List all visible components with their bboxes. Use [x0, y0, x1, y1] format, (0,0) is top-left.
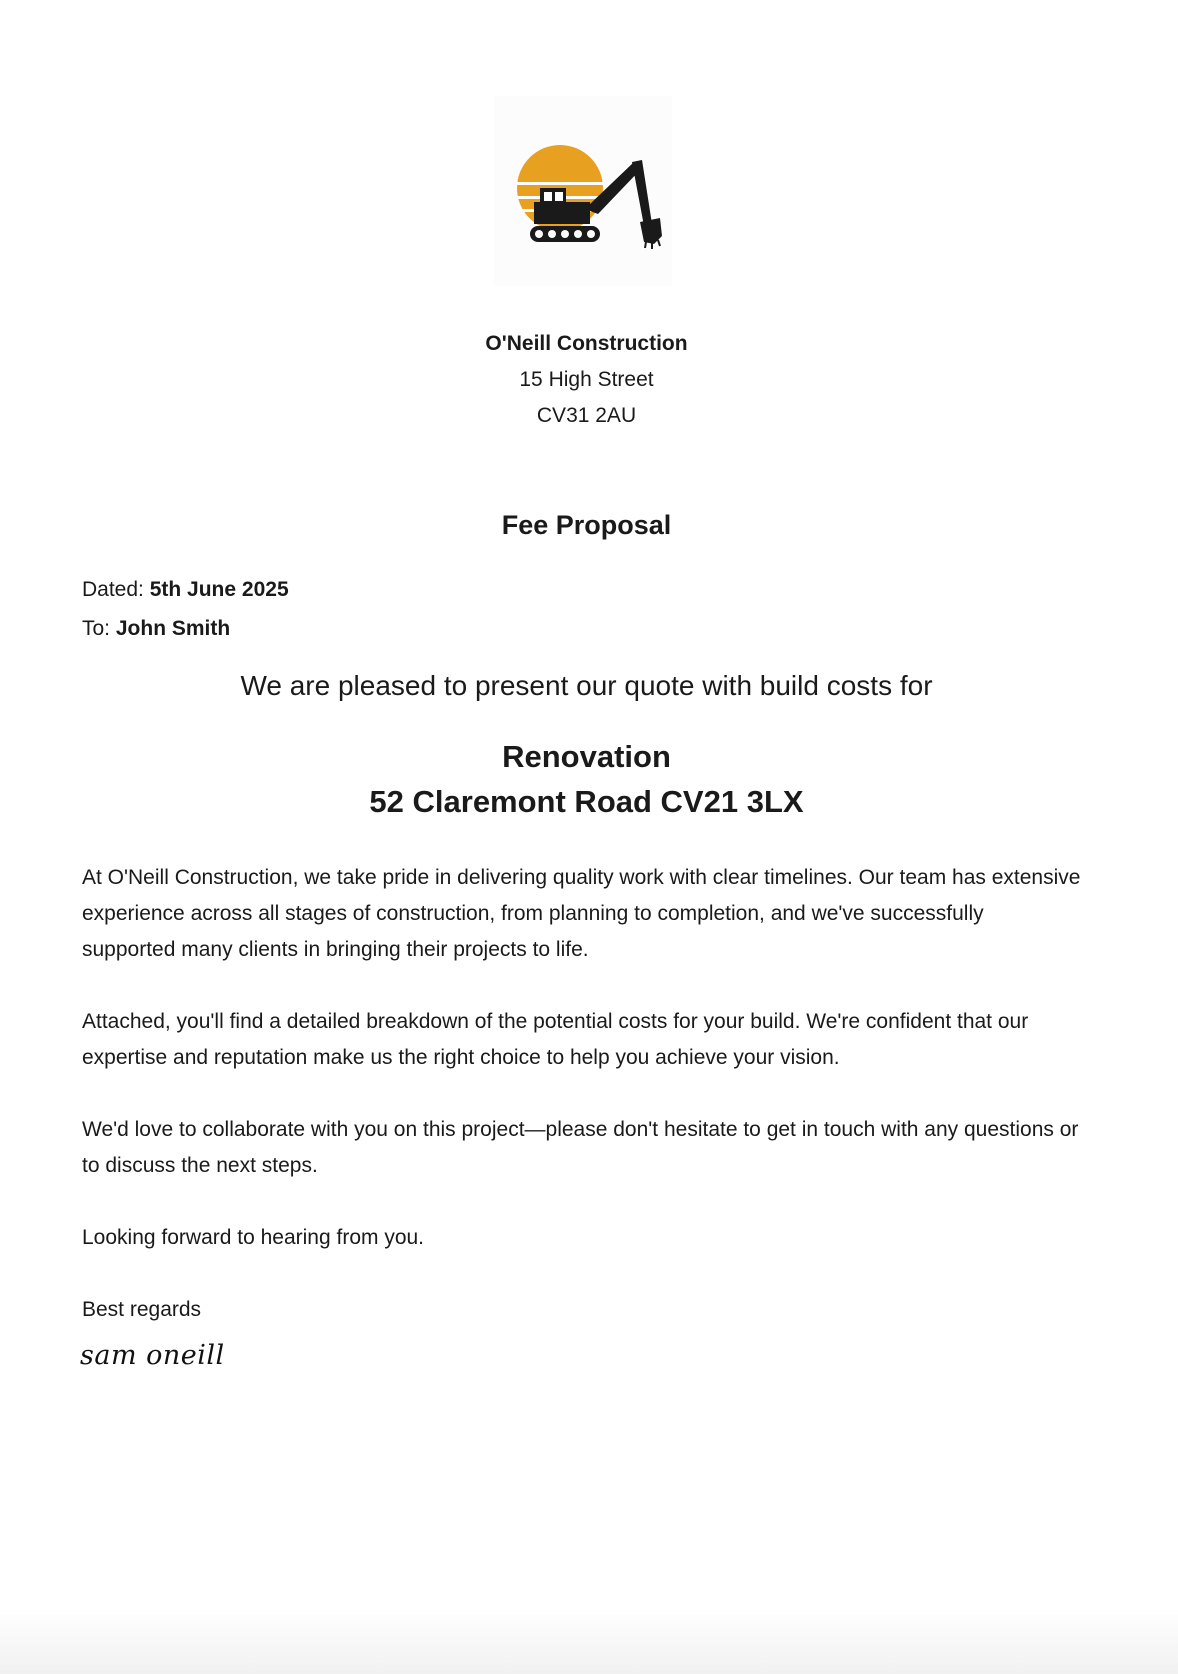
project-type: Renovation [502, 739, 671, 774]
company-name: O'Neill Construction [485, 332, 688, 355]
project-heading [0, 734, 1173, 824]
intro-line: We are pleased to present our quote with build costs for [240, 670, 933, 701]
company-logo [494, 96, 672, 286]
document-title: Fee Proposal [501, 510, 672, 540]
recipient-label: To: [82, 617, 111, 640]
dated-line [82, 570, 289, 609]
recipient-name: John Smith [115, 617, 231, 640]
company-address-line: 15 High Street [519, 368, 654, 391]
closing-line: Best regards [82, 1298, 202, 1321]
body-paragraph-3: We'd love to collaborate with you on this project—please don't hesitate to get in touch with any questions or to discuss the next steps. [82, 1118, 1079, 1177]
recipient-line [82, 609, 289, 648]
body-paragraph-2: Attached, you'll find a detailed breakdown of the potential costs for your build. We're confident that our expertise and reputation make us the right choice to help you achieve your vision. [82, 1010, 1029, 1069]
excavator-sun-logo-icon [494, 96, 672, 286]
dated-value: 5th June 2025 [149, 578, 289, 601]
dated-label: Dated: [82, 578, 144, 601]
signature: sam oneill [80, 1340, 225, 1371]
body-paragraph-4: Looking forward to hearing from you. [82, 1226, 425, 1249]
body-paragraph-1: At O'Neill Construction, we take pride in delivering quality work with clear timelines. Our team has extensive experience across all stages of construction, from planning to completion, and we've successfully supported many clients in bringing their projects to life. [82, 866, 1081, 961]
company-address-block [0, 326, 1173, 434]
letter-body [82, 860, 1082, 1364]
company-postcode: CV31 2AU [536, 404, 637, 427]
project-address: 52 Claremont Road CV21 3LX [369, 784, 804, 819]
document-meta [82, 570, 289, 648]
